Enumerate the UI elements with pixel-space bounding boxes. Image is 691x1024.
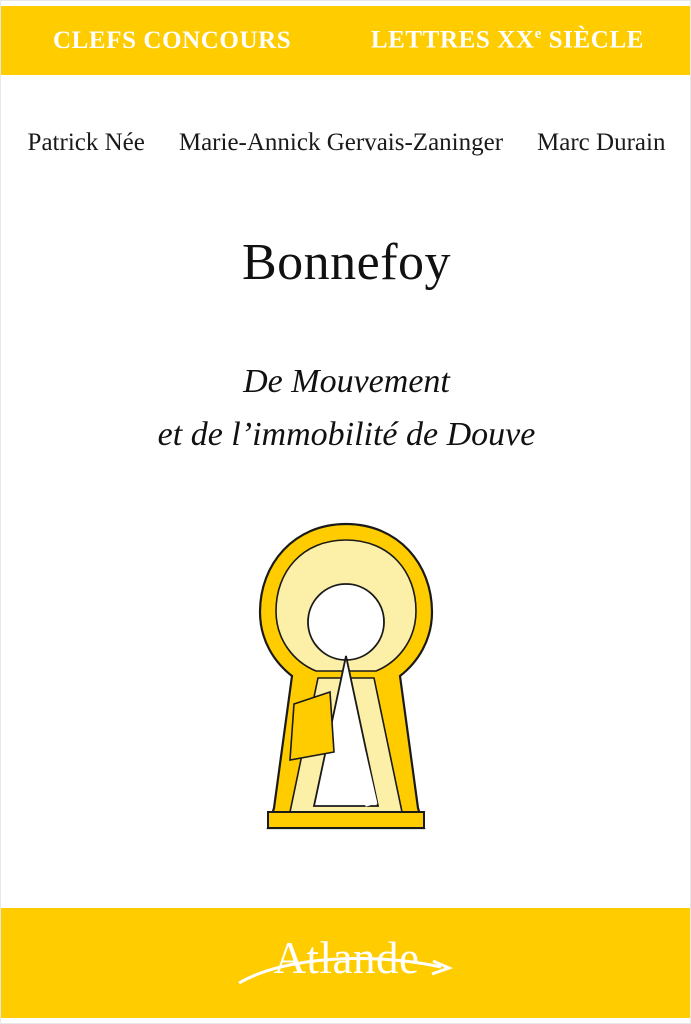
collection-name: CLEFS CONCOURS <box>53 26 292 54</box>
book-title: Bonnefoy <box>241 234 452 291</box>
publisher-name: Atlande <box>273 933 420 983</box>
author-name: Marie-Annick Gervais-Zaninger <box>178 129 504 156</box>
series-name-superscript: e <box>534 26 542 43</box>
author-name: Patrick Née <box>27 129 145 156</box>
emblem-head <box>308 584 384 660</box>
series-name-main: LETTRES XX <box>370 26 535 54</box>
subtitle-line-2: et de l’immobilité de Douve <box>157 415 536 453</box>
keyhole-figure-icon <box>246 516 446 846</box>
book-subtitle <box>1 356 691 461</box>
subtitle-line-1: De Mouvement <box>243 363 450 400</box>
author-name: Marc Durain <box>537 129 666 156</box>
authors-list <box>1 129 691 157</box>
series-name-suffix: SIÈCLE <box>541 26 644 54</box>
emblem-plinth <box>268 812 424 828</box>
collection-band <box>1 6 691 75</box>
publisher-band <box>1 908 691 1018</box>
publisher-logo <box>227 927 467 999</box>
series-name <box>371 26 644 54</box>
